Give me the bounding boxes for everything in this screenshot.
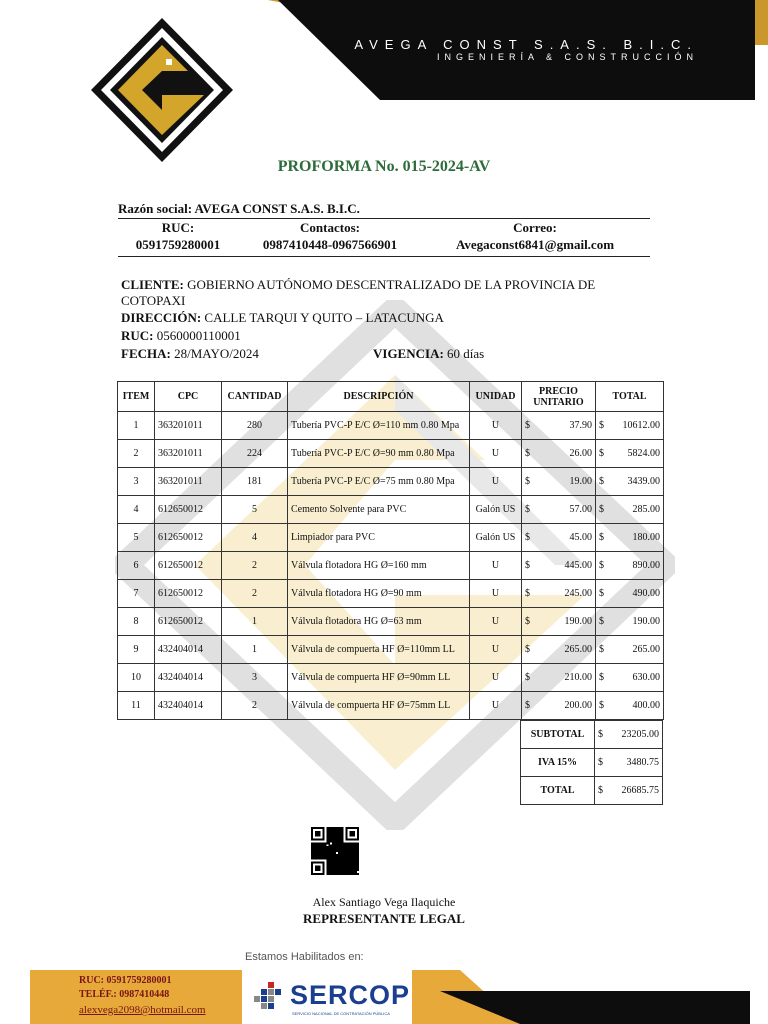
cpc-cell: 432404014 [155,664,222,692]
descripcion-cell: Válvula flotadora HG Ø=160 mm [288,552,470,580]
total-value: 490.00 [632,588,660,599]
precio-value: 37.90 [569,420,592,431]
total-cell [596,496,664,524]
precio-value: 26.00 [569,448,592,459]
table-row [118,412,664,440]
sercop-icon [254,982,288,1016]
descripcion-cell: Tubería PVC-P E/C Ø=90 mm 0.80 Mpa [288,440,470,468]
currency-sign: $ [525,476,530,487]
currency-sign: $ [599,476,604,487]
fecha-label: FECHA: [121,346,171,361]
vigencia-label: VIGENCIA: [373,346,444,361]
unidad-cell: U [470,412,522,440]
item-cell: 1 [118,412,155,440]
subtotal-cell [595,721,663,749]
descripcion-cell: Tubería PVC-P E/C Ø=110 mm 0.80 Mpa [288,412,470,440]
direccion-line [121,310,444,326]
currency-sign: $ [599,420,604,431]
currency-sign: $ [599,672,604,683]
total-row [521,777,663,805]
descripcion-cell: Tubería PVC-P E/C Ø=75 mm 0.80 Mpa [288,468,470,496]
currency-sign: $ [599,700,604,711]
descripcion-cell: Válvula de compuerta HF Ø=110mm LL [288,636,470,664]
cpc-cell: 612650012 [155,580,222,608]
unidad-cell: U [470,636,522,664]
cpc-cell: 612650012 [155,608,222,636]
subtotal-value: 23205.00 [621,729,659,740]
total-value: 3439.00 [627,476,660,487]
table-row [118,524,664,552]
header-unidad: UNIDAD [470,382,522,412]
total-value: 26685.75 [621,785,659,796]
cantidad-cell: 4 [222,524,288,552]
precio-value: 57.00 [569,504,592,515]
cantidad-cell: 181 [222,468,288,496]
currency-sign: $ [599,560,604,571]
cantidad-cell: 280 [222,412,288,440]
company-subtitle: INGENIERÍA & CONSTRUCCIÓN [436,52,698,62]
item-cell: 10 [118,664,155,692]
cantidad-cell: 3 [222,664,288,692]
currency-sign: $ [599,644,604,655]
precio-cell [522,608,596,636]
currency-sign: $ [598,757,603,768]
table-row [118,440,664,468]
total-value: 10612.00 [622,420,660,431]
precio-cell [522,496,596,524]
ruc-value: 0591759280001 [135,237,221,252]
habilitados-text: Estamos Habilitados en: [245,951,364,963]
table-row [118,636,664,664]
fecha-value: 28/MAYO/2024 [174,346,259,361]
table-body [118,412,664,720]
signer-name: Alex Santiago Vega Ilaquiche [312,895,456,909]
precio-cell [522,580,596,608]
direccion-value: CALLE TARQUI Y QUITO – LATACUNGA [204,310,444,325]
precio-cell [522,524,596,552]
total-value: 180.00 [632,532,660,543]
precio-value: 245.00 [564,588,592,599]
cpc-cell: 432404014 [155,636,222,664]
unidad-cell: U [470,468,522,496]
item-cell: 9 [118,636,155,664]
vigencia-value: 60 días [447,346,485,361]
table-row [118,692,664,720]
table-row [118,664,664,692]
qr-code [311,826,359,876]
currency-sign: $ [525,532,530,543]
cliente-value-2: COTOPAXI [121,293,186,308]
total-cell [596,692,664,720]
item-cell: 6 [118,552,155,580]
subtotal-row [521,721,663,749]
email-label: Correo: [513,220,557,235]
item-cell: 7 [118,580,155,608]
precio-value: 265.00 [564,644,592,655]
total-label: TOTAL [521,777,595,805]
cantidad-cell: 2 [222,552,288,580]
subtotal-label: SUBTOTAL [521,721,595,749]
cantidad-cell: 2 [222,692,288,720]
contacts-value: 0987410448-0967566901 [262,237,398,252]
total-value: 5824.00 [627,448,660,459]
cantidad-cell: 224 [222,440,288,468]
sercop-subtitle: SERVICIO NACIONAL DE CONTRATACIÓN PÚBLICA [292,1011,390,1016]
total-cell [596,468,664,496]
ruc-label: RUC: [161,220,195,235]
fecha-line [121,346,259,362]
currency-sign: $ [599,448,604,459]
iva-row [521,749,663,777]
client-ruc-value: 0560000110001 [156,328,241,343]
currency-sign: $ [525,616,530,627]
currency-sign: $ [525,420,530,431]
total-cell [596,412,664,440]
currency-sign: $ [598,785,603,796]
currency-sign: $ [599,616,604,627]
cantidad-cell: 1 [222,636,288,664]
total-cell [596,664,664,692]
precio-value: 190.00 [564,616,592,627]
descripcion-cell: Cemento Solvente para PVC [288,496,470,524]
unidad-cell: Galón US [470,524,522,552]
precio-cell [522,636,596,664]
cpc-cell: 612650012 [155,524,222,552]
email-value: Avegaconst6841@gmail.com [455,237,615,252]
item-cell: 4 [118,496,155,524]
table-row [118,468,664,496]
header-precio: PRECIO UNITARIO [522,382,596,412]
signer-role: REPRESENTANTE LEGAL [303,911,465,926]
item-cell: 2 [118,440,155,468]
unidad-cell: U [470,692,522,720]
item-cell: 11 [118,692,155,720]
cpc-cell: 363201011 [155,440,222,468]
unidad-cell: U [470,664,522,692]
total-cell [596,552,664,580]
total-cell [596,580,664,608]
cpc-cell: 612650012 [155,552,222,580]
client-ruc-label: RUC: [121,328,154,343]
currency-sign: $ [525,560,530,571]
cliente-label: CLIENTE: [121,277,184,292]
descripcion-cell: Válvula flotadora HG Ø=63 mm [288,608,470,636]
total-value: 265.00 [632,644,660,655]
descripcion-cell: Válvula de compuerta HF Ø=75mm LL [288,692,470,720]
header-cpc: CPC [155,382,222,412]
currency-sign: $ [525,588,530,599]
unidad-cell: U [470,608,522,636]
divider [118,256,650,257]
item-cell: 5 [118,524,155,552]
client-line [121,277,595,293]
footer-telef: TELÉF.: 0987410448 [79,989,170,1000]
header-cantidad: CANTIDAD [222,382,288,412]
total-value: 190.00 [632,616,660,627]
unidad-cell: U [470,552,522,580]
descripcion-cell: Válvula de compuerta HF Ø=90mm LL [288,664,470,692]
cantidad-cell: 1 [222,608,288,636]
currency-sign: $ [525,700,530,711]
unidad-cell: U [470,440,522,468]
total-value: 890.00 [632,560,660,571]
item-cell: 8 [118,608,155,636]
table-header-row [118,382,664,412]
total-value: 630.00 [632,672,660,683]
precio-cell [522,440,596,468]
unidad-cell: U [470,580,522,608]
footer-ruc: RUC: 0591759280001 [79,975,172,986]
item-cell: 3 [118,468,155,496]
cantidad-cell: 2 [222,580,288,608]
total-value: 400.00 [632,700,660,711]
precio-value: 210.00 [564,672,592,683]
iva-label: IVA 15% [521,749,595,777]
total-cell [596,636,664,664]
precio-cell [522,412,596,440]
header-item: ITEM [118,382,155,412]
precio-value: 19.00 [569,476,592,487]
currency-sign: $ [525,644,530,655]
header-total: TOTAL [596,382,664,412]
table-row [118,580,664,608]
currency-sign: $ [599,504,604,515]
total-cell [596,608,664,636]
precio-cell [522,692,596,720]
company-name: AVEGA CONST S.A.S. B.I.C. [354,37,698,52]
footer-email-link[interactable]: alexvega2098@hotmail.com [79,1004,206,1016]
total-cell [596,524,664,552]
total-cell [596,440,664,468]
cantidad-cell: 5 [222,496,288,524]
precio-cell [522,552,596,580]
precio-value: 445.00 [564,560,592,571]
currency-sign: $ [599,588,604,599]
company-logo [88,15,236,165]
precio-value: 45.00 [569,532,592,543]
descripcion-cell: Limpiador para PVC [288,524,470,552]
table-row [118,496,664,524]
iva-cell [595,749,663,777]
precio-value: 200.00 [564,700,592,711]
total-value: 285.00 [632,504,660,515]
descripcion-cell: Válvula flotadora HG Ø=90 mm [288,580,470,608]
items-table [117,381,664,720]
currency-sign: $ [599,532,604,543]
direccion-label: DIRECCIÓN: [121,310,202,325]
vigencia-line [373,346,484,362]
total-cell [595,777,663,805]
cliente-value: GOBIERNO AUTÓNOMO DESCENTRALIZADO DE LA PROVINCIA DE [187,277,596,292]
iva-value: 3480.75 [626,757,659,768]
precio-cell [522,664,596,692]
client-ruc-line [121,328,241,344]
currency-sign: $ [525,448,530,459]
table-row [118,552,664,580]
currency-sign: $ [525,504,530,515]
cpc-cell: 612650012 [155,496,222,524]
cpc-cell: 363201011 [155,468,222,496]
divider [118,218,650,219]
contacts-label: Contactos: [300,220,360,235]
document-title: PROFORMA No. 015-2024-AV [277,158,491,175]
razon-social: Razón social: AVEGA CONST S.A.S. B.I.C. [118,201,360,216]
sercop-logo [242,970,412,1024]
precio-cell [522,468,596,496]
table-row [118,608,664,636]
cpc-cell: 363201011 [155,412,222,440]
header-descripcion: DESCRIPCIÓN [288,382,470,412]
cpc-cell: 432404014 [155,692,222,720]
unidad-cell: Galón US [470,496,522,524]
totals-table [520,720,663,805]
currency-sign: $ [598,729,603,740]
currency-sign: $ [525,672,530,683]
sercop-name: SERCOP [290,980,411,1010]
